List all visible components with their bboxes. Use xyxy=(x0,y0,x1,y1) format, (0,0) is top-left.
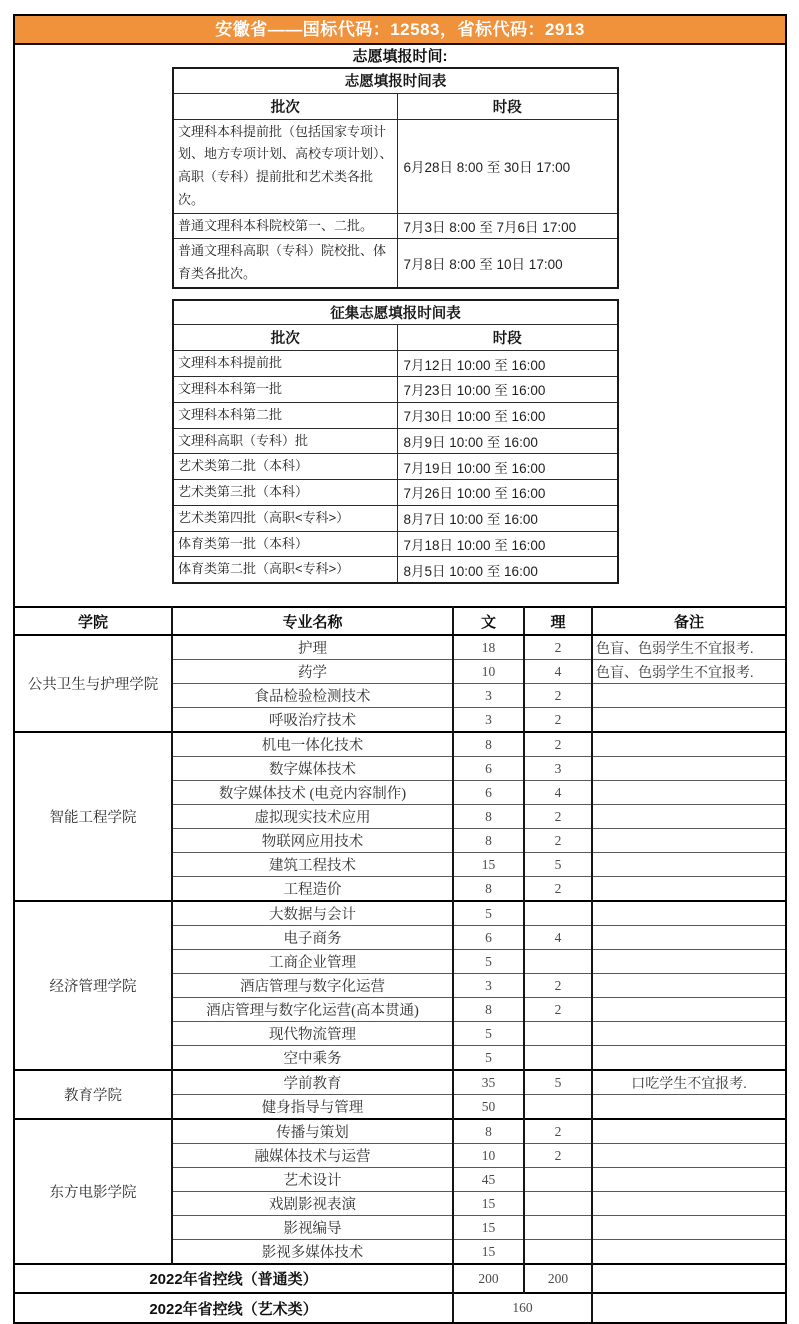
note-cell xyxy=(592,708,785,733)
wen-count: 15 xyxy=(453,1216,524,1240)
major-name: 工商企业管理 xyxy=(172,950,453,974)
schedule-row xyxy=(173,351,618,377)
note-cell xyxy=(592,926,785,950)
time-cell: 7月18日 10:00 至 16:00 xyxy=(397,531,618,557)
li-count: 2 xyxy=(524,732,592,757)
li-count xyxy=(524,1095,592,1120)
section-title: 志愿填报时间: xyxy=(352,48,448,65)
note-cell xyxy=(592,1216,785,1240)
note-cell xyxy=(592,1095,785,1120)
note-cell xyxy=(592,684,785,708)
cutoff-label: 2022年省控线（艺术类） xyxy=(15,1293,453,1322)
note-cell xyxy=(592,950,785,974)
note-cell xyxy=(592,829,785,853)
wen-count: 8 xyxy=(453,998,524,1022)
major-row xyxy=(15,635,785,660)
batch-column-header: 批次 xyxy=(173,93,397,119)
major-name: 工程造价 xyxy=(172,877,453,902)
college-name: 智能工程学院 xyxy=(15,732,172,901)
batch-cell: 普通文理科本科院校第一、二批。 xyxy=(173,213,397,239)
major-name: 影视编导 xyxy=(172,1216,453,1240)
batch-cell: 艺术类第四批（高职<专科>） xyxy=(173,505,397,531)
note-cell xyxy=(592,805,785,829)
schedule-row xyxy=(173,119,618,213)
major-name: 护理 xyxy=(172,635,453,660)
li-cutoff: 200 xyxy=(524,1264,592,1293)
supplementary-schedule-table-title: 征集志愿填报时间表 xyxy=(173,300,618,325)
time-cell: 8月7日 10:00 至 16:00 xyxy=(397,505,618,531)
li-count: 2 xyxy=(524,877,592,902)
note-cell xyxy=(592,1119,785,1144)
note-cell: 色盲、色弱学生不宜报考. xyxy=(592,635,785,660)
wen-count: 8 xyxy=(453,805,524,829)
wen-count: 6 xyxy=(453,781,524,805)
college-column-header: 学院 xyxy=(15,607,172,635)
majors-table xyxy=(15,606,785,1322)
li-count xyxy=(524,1216,592,1240)
note-cell xyxy=(592,1293,785,1322)
major-name: 物联网应用技术 xyxy=(172,829,453,853)
schedule-table-title: 志愿填报时间表 xyxy=(173,68,618,93)
wen-count: 15 xyxy=(453,1240,524,1265)
batch-cell: 艺术类第三批（本科） xyxy=(173,480,397,506)
college-name: 东方电影学院 xyxy=(15,1119,172,1264)
wen-count: 5 xyxy=(453,901,524,926)
wen-count: 6 xyxy=(453,926,524,950)
college-name: 教育学院 xyxy=(15,1070,172,1119)
batch-cell: 文理科高职（专科）批 xyxy=(173,428,397,454)
cutoff-row-general xyxy=(15,1264,785,1293)
majors-table-header-row xyxy=(15,607,785,635)
schedule-row xyxy=(173,557,618,583)
li-count xyxy=(524,901,592,926)
art-cutoff: 160 xyxy=(453,1293,592,1322)
schedule-row xyxy=(173,454,618,480)
schedule-table xyxy=(172,67,619,289)
major-name: 酒店管理与数字化运营(高本贯通) xyxy=(172,998,453,1022)
note-cell xyxy=(592,998,785,1022)
li-count: 2 xyxy=(524,708,592,733)
li-count: 4 xyxy=(524,781,592,805)
major-name: 传播与策划 xyxy=(172,1119,453,1144)
wen-count: 3 xyxy=(453,708,524,733)
batch-cell: 文理科本科提前批（包括国家专项计划、地方专项计划、高校专项计划）、高职（专科）提前批和艺术类各批次。 xyxy=(173,119,397,213)
note-cell xyxy=(592,853,785,877)
province-banner: 安徽省——国标代码：12583，省标代码：2913 xyxy=(15,16,785,45)
li-count: 4 xyxy=(524,926,592,950)
major-name: 食品检验检测技术 xyxy=(172,684,453,708)
wen-count: 6 xyxy=(453,757,524,781)
wen-column-header: 文 xyxy=(453,607,524,635)
schedule-row xyxy=(173,480,618,506)
wen-count: 45 xyxy=(453,1168,524,1192)
wen-count: 3 xyxy=(453,684,524,708)
wen-cutoff: 200 xyxy=(453,1264,524,1293)
major-name: 虚拟现实技术应用 xyxy=(172,805,453,829)
wen-count: 8 xyxy=(453,732,524,757)
wen-count: 15 xyxy=(453,853,524,877)
major-name: 健身指导与管理 xyxy=(172,1095,453,1120)
major-name: 药学 xyxy=(172,660,453,684)
li-count: 2 xyxy=(524,829,592,853)
schedule-row xyxy=(173,428,618,454)
schedule-row xyxy=(173,213,618,239)
note-cell xyxy=(592,781,785,805)
note-cell xyxy=(592,1192,785,1216)
li-count xyxy=(524,950,592,974)
note-column-header: 备注 xyxy=(592,607,785,635)
li-count: 2 xyxy=(524,998,592,1022)
time-cell: 7月30日 10:00 至 16:00 xyxy=(397,402,618,428)
time-cell: 7月19日 10:00 至 16:00 xyxy=(397,454,618,480)
time-cell: 7月3日 8:00 至 7月6日 17:00 xyxy=(397,213,618,239)
note-cell: 色盲、色弱学生不宜报考. xyxy=(592,660,785,684)
time-cell: 7月23日 10:00 至 16:00 xyxy=(397,377,618,403)
note-cell xyxy=(592,877,785,902)
batch-cell: 文理科本科第一批 xyxy=(173,377,397,403)
note-cell xyxy=(592,1022,785,1046)
li-count xyxy=(524,1046,592,1071)
schedule-row xyxy=(173,239,618,288)
note-cell xyxy=(592,974,785,998)
batch-column-header: 批次 xyxy=(173,325,397,351)
time-cell: 6月28日 8:00 至 30日 17:00 xyxy=(397,119,618,213)
note-cell xyxy=(592,1168,785,1192)
wen-count: 35 xyxy=(453,1070,524,1095)
major-name: 机电一体化技术 xyxy=(172,732,453,757)
major-name: 融媒体技术与运营 xyxy=(172,1144,453,1168)
major-name: 建筑工程技术 xyxy=(172,853,453,877)
li-count: 2 xyxy=(524,635,592,660)
li-count xyxy=(524,1022,592,1046)
major-row xyxy=(15,1119,785,1144)
li-count: 2 xyxy=(524,684,592,708)
major-name: 呼吸治疗技术 xyxy=(172,708,453,733)
major-column-header: 专业名称 xyxy=(172,607,453,635)
li-count xyxy=(524,1240,592,1265)
batch-cell: 艺术类第二批（本科） xyxy=(173,454,397,480)
schedule-row xyxy=(173,505,618,531)
li-count: 2 xyxy=(524,974,592,998)
schedule-row xyxy=(173,531,618,557)
cutoff-row-art xyxy=(15,1293,785,1322)
major-name: 艺术设计 xyxy=(172,1168,453,1192)
wen-count: 8 xyxy=(453,877,524,902)
li-count: 5 xyxy=(524,853,592,877)
note-cell xyxy=(592,732,785,757)
note-cell: 口吃学生不宜报考. xyxy=(592,1070,785,1095)
major-name: 数字媒体技术 (电竞内容制作) xyxy=(172,781,453,805)
major-name: 酒店管理与数字化运营 xyxy=(172,974,453,998)
li-count xyxy=(524,1168,592,1192)
wen-count: 5 xyxy=(453,950,524,974)
major-row xyxy=(15,732,785,757)
college-name: 经济管理学院 xyxy=(15,901,172,1070)
note-cell xyxy=(592,1240,785,1265)
major-name: 数字媒体技术 xyxy=(172,757,453,781)
wen-count: 8 xyxy=(453,1119,524,1144)
li-count: 2 xyxy=(524,1119,592,1144)
major-row xyxy=(15,1070,785,1095)
wen-count: 5 xyxy=(453,1046,524,1071)
wen-count: 3 xyxy=(453,974,524,998)
schedule-row xyxy=(173,377,618,403)
batch-cell: 体育类第一批（本科） xyxy=(173,531,397,557)
batch-cell: 文理科本科提前批 xyxy=(173,351,397,377)
wen-count: 5 xyxy=(453,1022,524,1046)
batch-cell: 普通文理科高职（专科）院校批、体育类各批次。 xyxy=(173,239,397,288)
time-cell: 8月5日 10:00 至 16:00 xyxy=(397,557,618,583)
wen-count: 50 xyxy=(453,1095,524,1120)
admissions-sheet xyxy=(13,14,787,1324)
time-cell: 7月12日 10:00 至 16:00 xyxy=(397,351,618,377)
major-row xyxy=(15,901,785,926)
li-count: 3 xyxy=(524,757,592,781)
li-column-header: 理 xyxy=(524,607,592,635)
wen-count: 8 xyxy=(453,829,524,853)
li-count: 4 xyxy=(524,660,592,684)
major-name: 戏剧影视表演 xyxy=(172,1192,453,1216)
time-column-header: 时段 xyxy=(397,93,618,119)
major-name: 影视多媒体技术 xyxy=(172,1240,453,1265)
batch-cell: 体育类第二批（高职<专科>） xyxy=(173,557,397,583)
note-cell xyxy=(592,1046,785,1071)
wen-count: 10 xyxy=(453,660,524,684)
time-column-header: 时段 xyxy=(397,325,618,351)
li-count xyxy=(524,1192,592,1216)
wen-count: 15 xyxy=(453,1192,524,1216)
major-name: 现代物流管理 xyxy=(172,1022,453,1046)
note-cell xyxy=(592,757,785,781)
wen-count: 10 xyxy=(453,1144,524,1168)
major-name: 学前教育 xyxy=(172,1070,453,1095)
college-name: 公共卫生与护理学院 xyxy=(15,635,172,732)
note-cell xyxy=(592,1144,785,1168)
wen-count: 18 xyxy=(453,635,524,660)
cutoff-label: 2022年省控线（普通类） xyxy=(15,1264,453,1293)
supplementary-schedule-table xyxy=(172,299,619,584)
major-name: 空中乘务 xyxy=(172,1046,453,1071)
note-cell xyxy=(592,901,785,926)
time-cell: 7月8日 8:00 至 10日 17:00 xyxy=(397,239,618,288)
time-cell: 7月26日 10:00 至 16:00 xyxy=(397,480,618,506)
time-cell: 8月9日 10:00 至 16:00 xyxy=(397,428,618,454)
note-cell xyxy=(592,1264,785,1293)
schedule-row xyxy=(173,402,618,428)
major-name: 电子商务 xyxy=(172,926,453,950)
li-count: 5 xyxy=(524,1070,592,1095)
li-count: 2 xyxy=(524,805,592,829)
major-name: 大数据与会计 xyxy=(172,901,453,926)
batch-cell: 文理科本科第二批 xyxy=(173,402,397,428)
li-count: 2 xyxy=(524,1144,592,1168)
